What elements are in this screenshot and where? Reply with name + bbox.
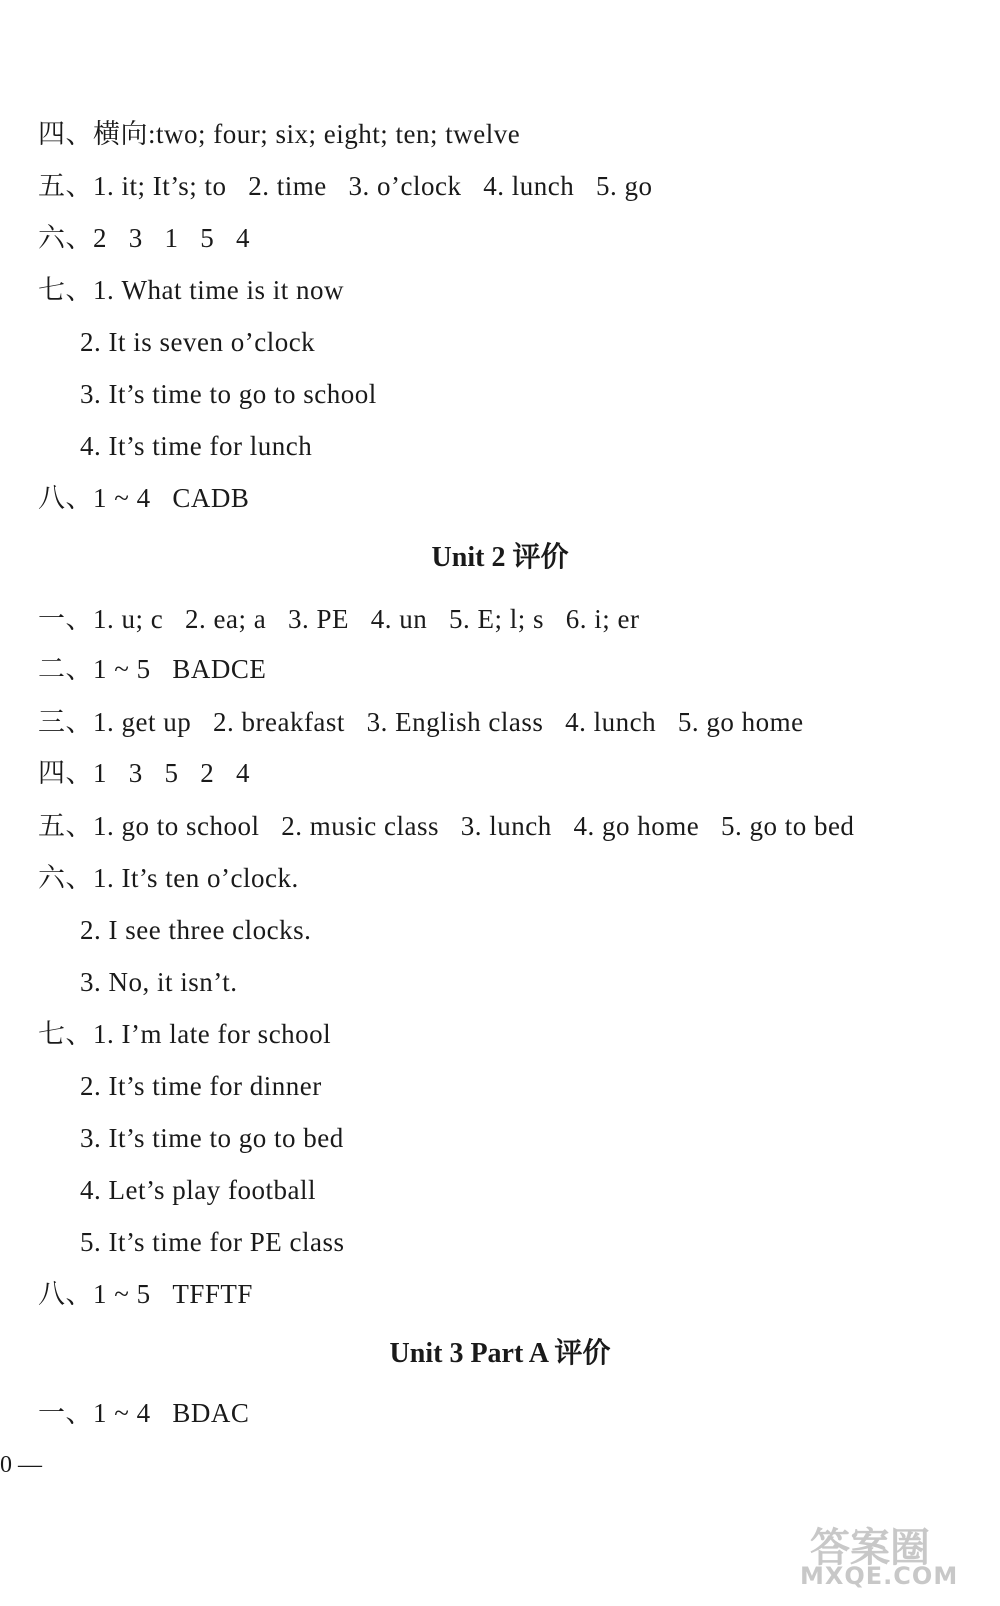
answer-line: 三、1. get up 2. breakfast 3. English class 4. lunch 5. go home — [38, 707, 804, 737]
answer-line: 2. It’s time for dinner — [80, 1071, 322, 1101]
answer-line: 2. I see three clocks. — [80, 915, 312, 945]
answer-line: 七、1. I’m late for school — [38, 1019, 332, 1049]
answer-line: 3. It’s time to go to bed — [80, 1123, 344, 1153]
answer-line: 2. It is seven o’clock — [80, 327, 316, 357]
answer-line: 一、1. u; c 2. ea; a 3. PE 4. un 5. E; l; s 6. i; er — [38, 604, 640, 634]
answer-line: 四、横向:two; four; six; eight; ten; twelve — [38, 119, 521, 149]
watermark-url: MXQE.COM — [800, 1562, 959, 1590]
answer-line: 二、1 ~ 5 BADCE — [38, 654, 267, 684]
answer-line: 七、1. What time is it now — [38, 275, 344, 305]
answer-line: 5. It’s time for PE class — [80, 1227, 345, 1257]
unit2-heading: Unit 2 评价 — [431, 542, 569, 573]
answer-line: 4. Let’s play football — [80, 1175, 316, 1205]
page-number: 0 — — [0, 1452, 42, 1478]
answer-line: 3. It’s time to go to school — [80, 379, 377, 409]
answer-line: 六、2 3 1 5 4 — [38, 223, 250, 253]
answer-line: 五、1. go to school 2. music class 3. lunch 4. go home 5. go to bed — [38, 811, 855, 841]
answer-line: 4. It’s time for lunch — [80, 431, 313, 461]
answer-line: 一、1 ~ 4 BDAC — [38, 1398, 250, 1428]
answer-line: 八、1 ~ 4 CADB — [38, 483, 250, 513]
answer-line: 五、1. it; It’s; to 2. time 3. o’clock 4. lunch 5. go — [38, 171, 653, 201]
answer-line: 3. No, it isn’t. — [80, 967, 238, 997]
watermark-text: 答案圈 — [810, 1525, 930, 1571]
answer-line: 四、1 3 5 2 4 — [38, 758, 250, 788]
unit3-heading: Unit 3 Part A 评价 — [389, 1338, 611, 1369]
answer-line: 八、1 ~ 5 TFFTF — [38, 1279, 253, 1309]
answer-line: 六、1. It’s ten o’clock. — [38, 863, 299, 893]
watermark-logo — [800, 1516, 970, 1596]
